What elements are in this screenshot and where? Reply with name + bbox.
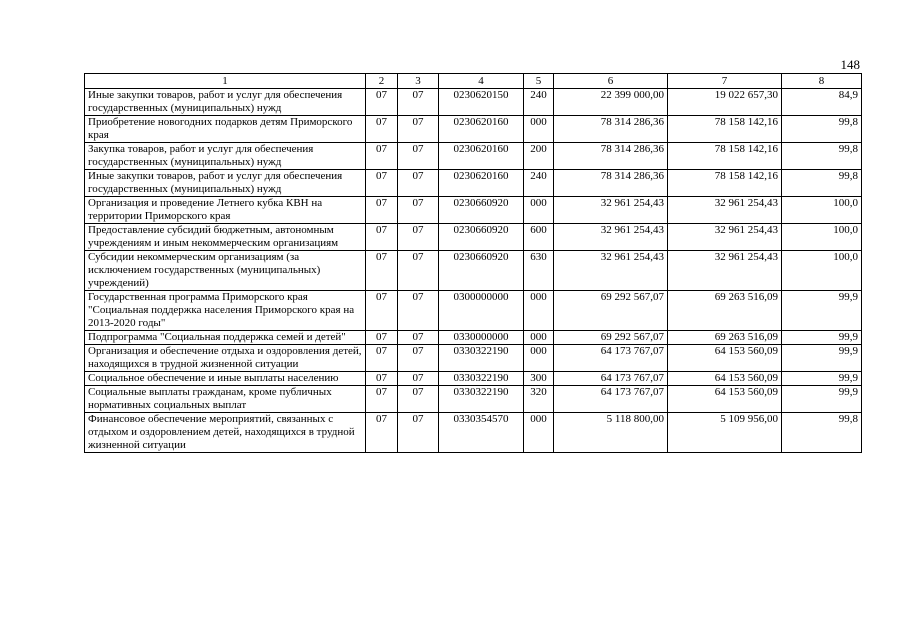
- table-row: [85, 143, 862, 170]
- row-name-cell: Приобретение новогодних подарков детям Приморского края: [85, 116, 366, 143]
- column-header: 7: [668, 74, 782, 89]
- planned-amount-cell: 64 173 767,07: [554, 386, 668, 413]
- percent-cell: 99,9: [782, 291, 862, 331]
- executed-amount-cell: 78 158 142,16: [668, 143, 782, 170]
- expense-type-cell: 200: [524, 143, 554, 170]
- planned-amount-cell: 32 961 254,43: [554, 197, 668, 224]
- row-name-cell: Субсидии некоммерческим организациям (за исключением государственных (муниципальных) учреждений): [85, 251, 366, 291]
- row-name-cell: Организация и обеспечение отдыха и оздоровления детей, находящихся в трудной жизненной ситуации: [85, 345, 366, 372]
- table-row: [85, 224, 862, 251]
- planned-amount-cell: 78 314 286,36: [554, 116, 668, 143]
- percent-cell: 99,9: [782, 386, 862, 413]
- section-code-cell: 07: [366, 251, 398, 291]
- budget-table: [84, 73, 862, 453]
- subsection-code-cell: 07: [398, 224, 439, 251]
- executed-amount-cell: 78 158 142,16: [668, 116, 782, 143]
- table-row: [85, 413, 862, 453]
- section-code-cell: 07: [366, 143, 398, 170]
- table-row: [85, 170, 862, 197]
- column-header: 2: [366, 74, 398, 89]
- column-header: 5: [524, 74, 554, 89]
- row-name-cell: Закупка товаров, работ и услуг для обеспечения государственных (муниципальных) нужд: [85, 143, 366, 170]
- expense-type-cell: 240: [524, 170, 554, 197]
- subsection-code-cell: 07: [398, 345, 439, 372]
- expense-type-cell: 000: [524, 345, 554, 372]
- planned-amount-cell: 64 173 767,07: [554, 372, 668, 386]
- planned-amount-cell: 32 961 254,43: [554, 224, 668, 251]
- expense-type-cell: 000: [524, 331, 554, 345]
- column-header: 3: [398, 74, 439, 89]
- row-name-cell: Государственная программа Приморского края "Социальная поддержка населения Приморского края на 2013-2020 годы": [85, 291, 366, 331]
- column-header: 1: [85, 74, 366, 89]
- subsection-code-cell: 07: [398, 197, 439, 224]
- subsection-code-cell: 07: [398, 143, 439, 170]
- table-row: [85, 372, 862, 386]
- executed-amount-cell: 5 109 956,00: [668, 413, 782, 453]
- section-code-cell: 07: [366, 224, 398, 251]
- subsection-code-cell: 07: [398, 116, 439, 143]
- section-code-cell: 07: [366, 291, 398, 331]
- row-name-cell: Социальное обеспечение и иные выплаты населению: [85, 372, 366, 386]
- table-body: [85, 89, 862, 453]
- table-row: [85, 291, 862, 331]
- target-article-cell: 0330000000: [439, 331, 524, 345]
- section-code-cell: 07: [366, 413, 398, 453]
- subsection-code-cell: 07: [398, 251, 439, 291]
- percent-cell: 100,0: [782, 251, 862, 291]
- target-article-cell: 0300000000: [439, 291, 524, 331]
- table-row: [85, 251, 862, 291]
- table-row: [85, 386, 862, 413]
- executed-amount-cell: 64 153 560,09: [668, 372, 782, 386]
- expense-type-cell: 320: [524, 386, 554, 413]
- section-code-cell: 07: [366, 197, 398, 224]
- target-article-cell: 0330322190: [439, 386, 524, 413]
- target-article-cell: 0230660920: [439, 197, 524, 224]
- section-code-cell: 07: [366, 331, 398, 345]
- target-article-cell: 0230620150: [439, 89, 524, 116]
- executed-amount-cell: 32 961 254,43: [668, 224, 782, 251]
- executed-amount-cell: 19 022 657,30: [668, 89, 782, 116]
- executed-amount-cell: 32 961 254,43: [668, 197, 782, 224]
- row-name-cell: Организация и проведение Летнего кубка КВН на территории Приморского края: [85, 197, 366, 224]
- subsection-code-cell: 07: [398, 291, 439, 331]
- section-code-cell: 07: [366, 372, 398, 386]
- expense-type-cell: 000: [524, 291, 554, 331]
- planned-amount-cell: 78 314 286,36: [554, 143, 668, 170]
- table-row: [85, 197, 862, 224]
- column-header: 6: [554, 74, 668, 89]
- section-code-cell: 07: [366, 116, 398, 143]
- subsection-code-cell: 07: [398, 331, 439, 345]
- expense-type-cell: 630: [524, 251, 554, 291]
- table-row: [85, 116, 862, 143]
- target-article-cell: 0330354570: [439, 413, 524, 453]
- subsection-code-cell: 07: [398, 413, 439, 453]
- percent-cell: 99,8: [782, 170, 862, 197]
- target-article-cell: 0330322190: [439, 345, 524, 372]
- table-header-row: [85, 74, 862, 89]
- executed-amount-cell: 78 158 142,16: [668, 170, 782, 197]
- table-row: [85, 89, 862, 116]
- expense-type-cell: 300: [524, 372, 554, 386]
- expense-type-cell: 000: [524, 413, 554, 453]
- planned-amount-cell: 69 292 567,07: [554, 291, 668, 331]
- page-number: 148: [840, 57, 860, 72]
- section-code-cell: 07: [366, 89, 398, 116]
- percent-cell: 99,9: [782, 331, 862, 345]
- executed-amount-cell: 32 961 254,43: [668, 251, 782, 291]
- target-article-cell: 0330322190: [439, 372, 524, 386]
- target-article-cell: 0230620160: [439, 143, 524, 170]
- planned-amount-cell: 32 961 254,43: [554, 251, 668, 291]
- table-row: [85, 331, 862, 345]
- column-header: 4: [439, 74, 524, 89]
- planned-amount-cell: 78 314 286,36: [554, 170, 668, 197]
- row-name-cell: Предоставление субсидий бюджетным, автономным учреждениям и иным некоммерческим организациям: [85, 224, 366, 251]
- row-name-cell: Социальные выплаты гражданам, кроме публичных нормативных социальных выплат: [85, 386, 366, 413]
- row-name-cell: Подпрограмма "Социальная поддержка семей и детей": [85, 331, 366, 345]
- row-name-cell: Иные закупки товаров, работ и услуг для обеспечения государственных (муниципальных) нужд: [85, 170, 366, 197]
- row-name-cell: Иные закупки товаров, работ и услуг для обеспечения государственных (муниципальных) нужд: [85, 89, 366, 116]
- planned-amount-cell: 69 292 567,07: [554, 331, 668, 345]
- section-code-cell: 07: [366, 345, 398, 372]
- target-article-cell: 0230620160: [439, 170, 524, 197]
- target-article-cell: 0230660920: [439, 251, 524, 291]
- expense-type-cell: 240: [524, 89, 554, 116]
- expense-type-cell: 600: [524, 224, 554, 251]
- subsection-code-cell: 07: [398, 170, 439, 197]
- executed-amount-cell: 69 263 516,09: [668, 331, 782, 345]
- planned-amount-cell: 22 399 000,00: [554, 89, 668, 116]
- target-article-cell: 0230660920: [439, 224, 524, 251]
- planned-amount-cell: 5 118 800,00: [554, 413, 668, 453]
- section-code-cell: 07: [366, 170, 398, 197]
- percent-cell: 84,9: [782, 89, 862, 116]
- table-row: [85, 345, 862, 372]
- percent-cell: 99,8: [782, 143, 862, 170]
- percent-cell: 99,8: [782, 116, 862, 143]
- percent-cell: 100,0: [782, 224, 862, 251]
- expense-type-cell: 000: [524, 197, 554, 224]
- subsection-code-cell: 07: [398, 372, 439, 386]
- percent-cell: 100,0: [782, 197, 862, 224]
- section-code-cell: 07: [366, 386, 398, 413]
- planned-amount-cell: 64 173 767,07: [554, 345, 668, 372]
- row-name-cell: Финансовое обеспечение мероприятий, связанных с отдыхом и оздоровлением детей, находящихся в трудной жизненной ситуации: [85, 413, 366, 453]
- executed-amount-cell: 69 263 516,09: [668, 291, 782, 331]
- executed-amount-cell: 64 153 560,09: [668, 345, 782, 372]
- subsection-code-cell: 07: [398, 89, 439, 116]
- percent-cell: 99,9: [782, 372, 862, 386]
- subsection-code-cell: 07: [398, 386, 439, 413]
- executed-amount-cell: 64 153 560,09: [668, 386, 782, 413]
- column-header: 8: [782, 74, 862, 89]
- target-article-cell: 0230620160: [439, 116, 524, 143]
- expense-type-cell: 000: [524, 116, 554, 143]
- percent-cell: 99,9: [782, 345, 862, 372]
- percent-cell: 99,8: [782, 413, 862, 453]
